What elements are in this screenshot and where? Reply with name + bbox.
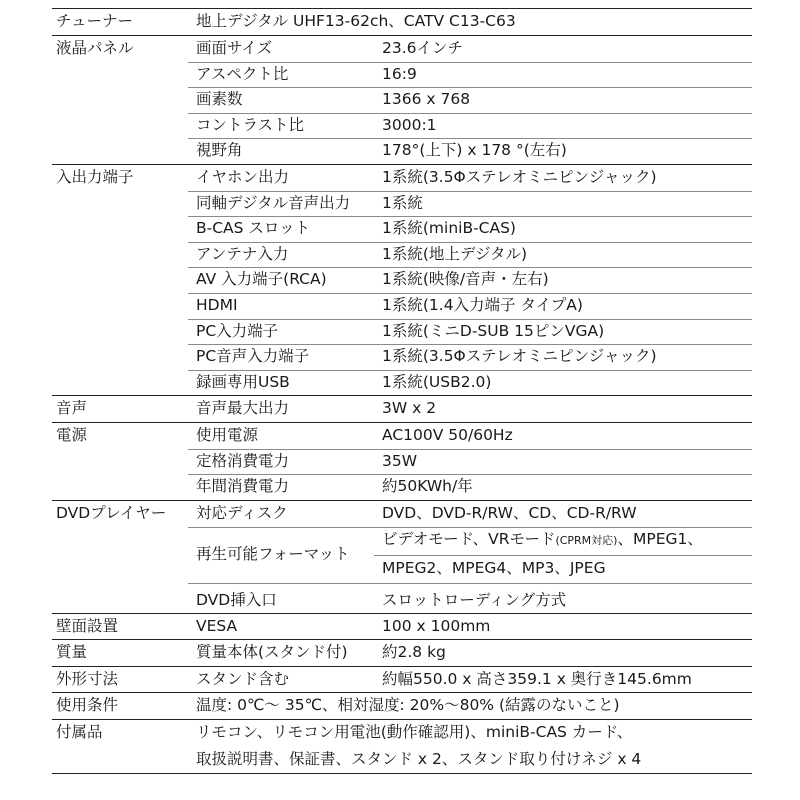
row-io-4 [52, 242, 752, 268]
category-power: 電源 [56, 425, 88, 444]
item-label: 年間消費電力 [196, 477, 290, 496]
row-weight [52, 639, 752, 666]
row-power-2 [52, 449, 752, 475]
row-power-3 [52, 474, 752, 500]
item-label: 対応ディスク [196, 504, 288, 523]
item-label: 録画専用USB [196, 372, 290, 391]
item-label: 使用電源 [196, 425, 259, 444]
row-lcd-1 [52, 35, 752, 62]
category-tuner: チューナー [56, 12, 134, 30]
item-value: AC100V 50/60Hz [382, 425, 513, 444]
item-value-line1: リモコン、リモコン用電池(動作確認用)、miniB-CAS カード、 [196, 723, 633, 742]
row-io-7 [52, 319, 752, 345]
category-dimensions: 外形寸法 [56, 669, 119, 688]
item-value: 1系統(3.5Φステレオミニピンジャック) [382, 347, 657, 366]
row-tuner [52, 8, 752, 35]
row-lcd-4 [52, 113, 752, 139]
item-value: DVD、DVD-R/RW、CD、CD-R/RW [382, 504, 637, 523]
row-io-9 [52, 370, 752, 396]
row-dvd-formats [52, 500, 752, 527]
item-value: 温度: 0℃～ 35℃、相対湿度: 20%～80% (結露のないこと) [196, 696, 620, 715]
item-value: 1系統(3.5Φステレオミニピンジャック) [382, 167, 657, 186]
item-label: アスペクト比 [196, 64, 289, 83]
row-io-6 [52, 293, 752, 319]
item-label: 画面サイズ [196, 38, 273, 57]
item-value: 1系統(miniB-CAS) [382, 219, 516, 238]
item-value: 3000:1 [382, 115, 437, 134]
item-value: 3W x 2 [382, 399, 437, 418]
category-conditions: 使用条件 [56, 696, 119, 715]
row-io-8 [52, 344, 752, 370]
row-lcd-3 [52, 87, 752, 113]
item-label: HDMI [196, 295, 238, 314]
item-label: B-CAS スロット [196, 219, 311, 238]
item-label: DVD挿入口 [196, 590, 277, 609]
item-value: 1系統(地上デジタル) [382, 244, 528, 263]
item-value: 1系統(ミニD-SUB 15ピンVGA) [382, 321, 605, 340]
item-value: 100 x 100mm [382, 616, 491, 635]
row-accessories [52, 719, 752, 774]
row-io-3 [52, 216, 752, 242]
row-power-1 [52, 422, 752, 449]
item-label: 視野角 [196, 141, 243, 160]
item-value: 1366 x 768 [382, 90, 471, 109]
category-dvd: DVDプレイヤー [56, 504, 167, 523]
item-value: 1系統 [382, 193, 423, 212]
item-label: 質量本体(スタンド付) [196, 643, 348, 662]
item-value-line2: 取扱説明書、保証書、スタンド x 2、スタンド取り付けネジ x 4 [196, 750, 642, 769]
category-io: 入出力端子 [56, 167, 134, 186]
row-wall [52, 613, 752, 640]
item-value: 1系統(USB2.0) [382, 372, 492, 391]
item-label: 再生可能フォーマット [196, 544, 350, 563]
category-audio: 音声 [56, 399, 88, 418]
item-value: 約2.8 kg [382, 643, 446, 662]
row-io-2 [52, 191, 752, 217]
row-conditions [52, 692, 752, 719]
category-wall: 壁面設置 [56, 616, 119, 635]
item-value: スロットローディング方式 [382, 590, 567, 609]
category-accessories: 付属品 [56, 723, 103, 742]
item-value: 35W [382, 451, 418, 470]
row-dvd-slot [52, 583, 752, 613]
category-weight: 質量 [56, 643, 88, 662]
item-label: アンテナ入力 [196, 244, 289, 263]
item-label: AV 入力端子(RCA) [196, 270, 327, 289]
item-label: 定格消費電力 [196, 451, 290, 470]
item-label: イヤホン出力 [196, 167, 290, 186]
item-label: PC音声入力端子 [196, 347, 310, 366]
item-label: スタンド含む [196, 669, 290, 688]
item-value-line2: MPEG2、MPEG4、MP3、JPEG [382, 558, 606, 577]
row-dimensions [52, 666, 752, 693]
row-lcd-2 [52, 62, 752, 88]
value-tuner: 地上デジタル UHF13-62ch、CATV C13-C63 [196, 12, 516, 30]
row-io-5 [52, 267, 752, 293]
item-label: VESA [196, 616, 238, 635]
item-value: 1系統(映像/音声・左右) [382, 270, 549, 289]
item-value: 23.6インチ [382, 38, 464, 57]
spec-table [52, 8, 752, 774]
item-label: 画素数 [196, 90, 243, 109]
row-audio [52, 395, 752, 422]
item-value: 約50KWh/年 [382, 477, 473, 496]
item-label: 同軸デジタル音声出力 [196, 193, 351, 212]
item-value: 178°(上下) x 178 °(左右) [382, 141, 567, 160]
item-label: PC入力端子 [196, 321, 279, 340]
row-dvd-playback [52, 527, 752, 583]
item-value: 16:9 [382, 64, 417, 83]
item-label: 音声最大出力 [196, 399, 290, 418]
item-value: 約幅550.0 x 高さ359.1 x 奥行き145.6mm [382, 669, 692, 688]
item-label: コントラスト比 [196, 115, 305, 134]
category-lcd: 液晶パネル [56, 38, 134, 57]
row-io-1 [52, 164, 752, 191]
row-lcd-5 [52, 138, 752, 164]
item-value: 1系統(1.4入力端子 タイプA) [382, 295, 583, 314]
item-value-line1: ビデオモード、VRモード(CPRM対応)、MPEG1、 [382, 529, 703, 548]
